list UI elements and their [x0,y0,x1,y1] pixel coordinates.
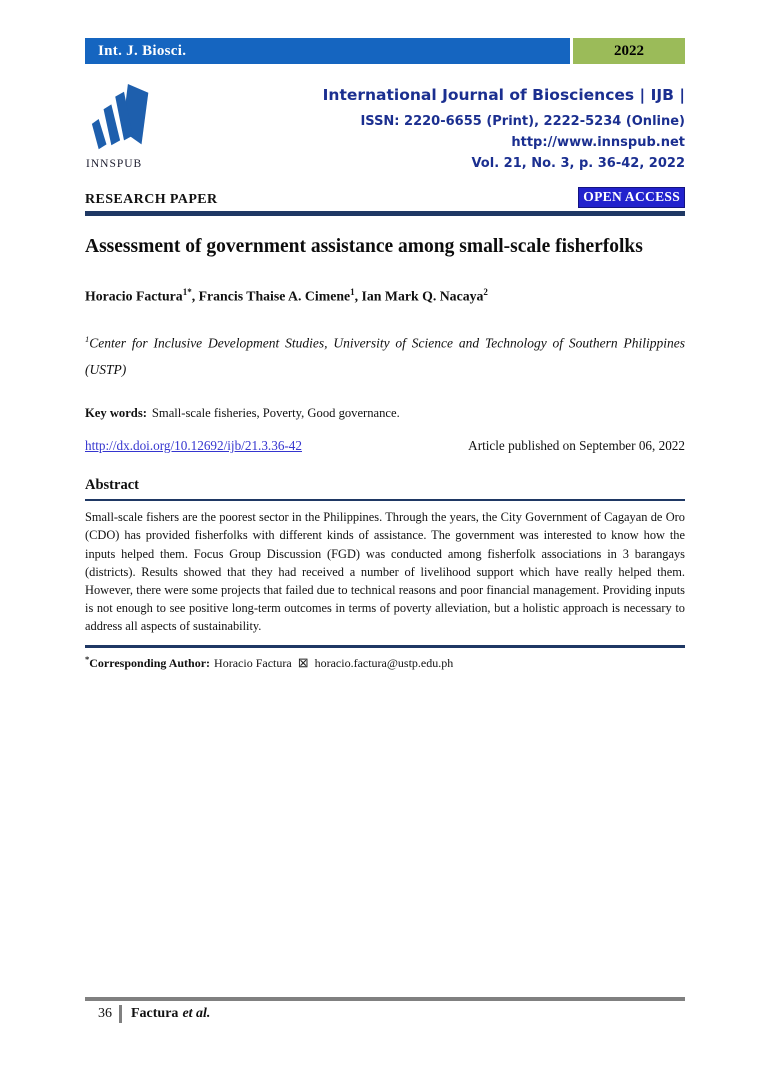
published-date-text: Article published on September 06, 2022 [468,438,685,454]
top-journal-bar [85,38,685,64]
author-affiliation-mark: 2 [483,287,488,297]
author-affiliation-mark: 1 [350,287,355,297]
affiliation-line [85,326,685,384]
doi-row [85,438,685,454]
abstract-heading: Abstract [85,477,685,501]
paper-page [85,38,685,671]
corresponding-email[interactable]: horacio.factura@ustp.edu.ph [314,655,454,670]
footer-divider-bar [119,1005,122,1023]
affiliation-mark: 1 [85,333,90,344]
page-number: 36 [98,1006,112,1021]
paper-type-label: RESEARCH PAPER [85,192,218,207]
open-access-badge: OPEN ACCESS [578,187,685,208]
corresponding-name: Horacio Factura [214,655,292,670]
author-affiliation-mark: 1* [182,287,192,297]
corresponding-author-line [85,654,685,671]
author-separator: , [191,288,199,304]
keywords-label: Key words: [85,406,147,421]
email-icon: ⊠ [297,654,309,670]
article-title: Assessment of government assistance among small-scale fisherfolks [85,236,643,257]
journal-website-link[interactable]: http://www.innspub.net [511,135,685,150]
author-name: Francis Thaise A. Cimene [198,288,351,304]
logo-caption: INNSPUB [86,158,143,170]
authors-line [85,287,685,305]
journal-full-title: International Journal of Biosciences | IJB | [322,86,685,104]
type-row [85,187,685,208]
author-name: Ian Mark Q. Nacaya [361,288,484,304]
volume-line: Vol. 21, No. 3, p. 36-42, 2022 [471,156,685,171]
journal-short-title: Int. J. Biosci. [85,38,570,64]
et-al-text: et al. [182,1006,211,1021]
page-footer [85,997,685,1023]
author-name: Horacio Factura [85,288,183,304]
masthead [85,84,685,174]
header-divider [85,211,685,216]
running-head: Factura et al. [131,1006,211,1021]
keywords-text: Small-scale fisheries, Poverty, Good governance. [151,406,400,421]
affiliation-text: Center for Inclusive Development Studies, University of Science and Technology of Southern Philippines (USTP) [85,335,685,378]
author-separator: , [354,288,362,304]
abstract-body: Small-scale fishers are the poorest sector in the Philippines. Through the years, the City Government of Cagayan de Oro (CDO) has provided fisherfolks with different kinds of assistance. The government was interested to know how the inputs helped them. Focus Group Discussion (FGD) was conducted among fisherfolk associations in 3 barangays (districts). Results showed that they had received a number of livelihood support which have really helped them. However, there were some projects that failed due to technical reasons and poor financial management. Providing inputs is not enough to see positive long-term outcomes in terms of poverty alleviation, but a holistic approach is necessary to address all aspects of sustainability. [85,508,685,647]
doi-link[interactable]: http://dx.doi.org/10.12692/ijb/21.3.36-42 [85,438,302,454]
masthead-info [215,84,685,174]
publisher-logo [85,84,215,174]
corresponding-mark: * [85,653,90,664]
abstract-section [85,477,685,647]
innspub-book-logo-icon [87,84,161,156]
corresponding-label: Corresponding Author: [89,655,211,670]
year-badge: 2022 [573,38,685,64]
issn-line: ISSN: 2220-6655 (Print), 2222-5234 (Online) [360,114,685,129]
keywords-line [85,406,685,421]
